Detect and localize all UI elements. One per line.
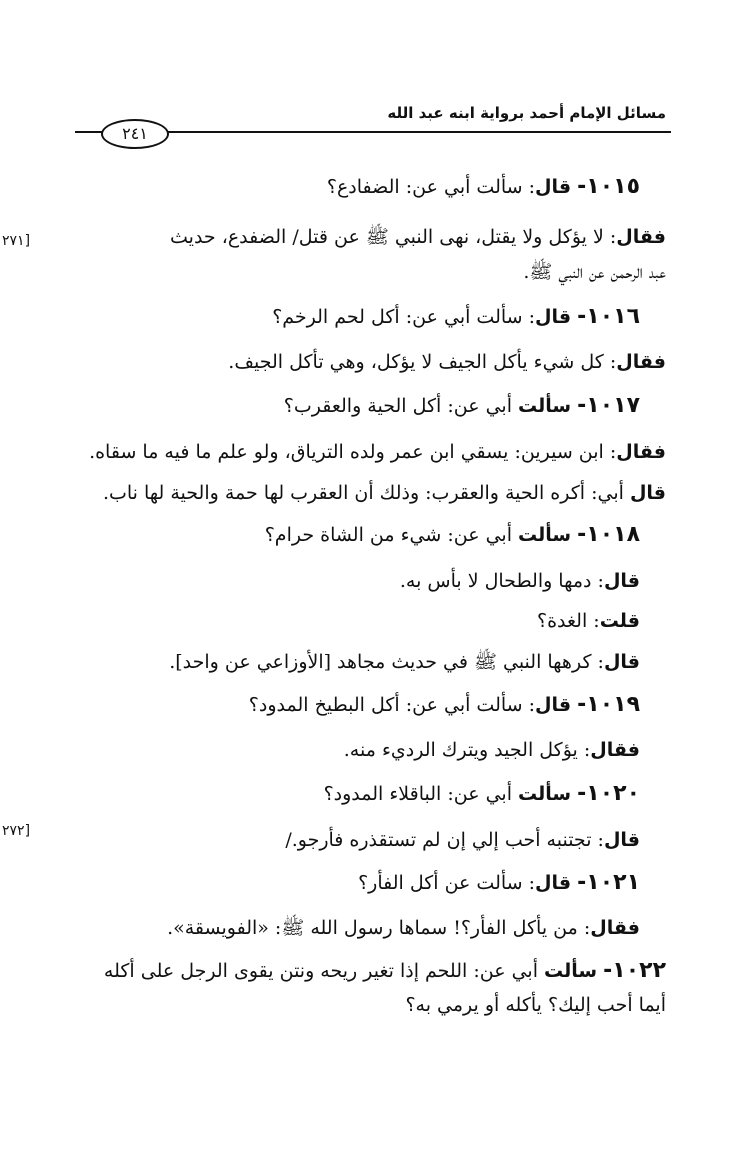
entry-text: أبي عن: أكل الحية والعقرب؟	[283, 395, 519, 417]
running-title: مسائل الإمام أحمد برواية ابنه عبد الله	[387, 104, 666, 122]
speaker-label: قال	[535, 872, 572, 894]
entry-1015: ١٠١٥- قال: سألت أبي عن: الضفادع؟	[326, 174, 640, 199]
answer-text: : يؤكل الجيد ويترك الرديء منه.	[343, 739, 591, 761]
speaker-label: سألت	[544, 960, 598, 982]
answer-line	[89, 437, 666, 467]
speaker-label: فقال	[616, 226, 666, 248]
answer-text: : تجتنبه أحب إلي إن لم تستقذره فأرجو./	[285, 829, 604, 851]
continuation-text: عبد الرحمن عن النبي ﷺ.	[523, 261, 666, 283]
speaker-label: فقال	[616, 441, 666, 463]
answer-line	[344, 735, 640, 765]
answer-text: : دمها والطحال لا بأس به.	[399, 570, 604, 592]
entry-1019: ١٠١٩- قال: سألت أبي عن: أكل البطيخ المدود؟	[248, 692, 640, 717]
speaker-label: سألت	[518, 524, 572, 546]
speaker-label: قال	[603, 829, 640, 851]
answer-text: : ابن سيرين: يسقي ابن عمر ولده الترياق، ولو علم ما فيه ما سقاه.	[89, 441, 617, 463]
speaker-label: قال	[629, 482, 666, 504]
question-line	[537, 606, 640, 636]
answer-text: : كل شيء يأكل الجيف لا يؤكل، وهي تأكل الجيف.	[228, 351, 617, 373]
speaker-label: قال	[603, 570, 640, 592]
continuation-text: أيما أحب إليك؟ يأكله أو يرمي به؟	[405, 994, 666, 1016]
speaker-label: فقال	[616, 351, 666, 373]
entry-1022: ١٠٢٢- سألت أبي عن: اللحم إذا تغير ريحه ونتن يقوى الرجل على أكله	[103, 958, 666, 983]
answer-line	[400, 566, 640, 596]
answer-text: : لا يؤكل ولا يقتل، نهى النبي ﷺ عن قتل/ الضفدع، حديث	[170, 226, 617, 248]
answer-line	[228, 347, 666, 377]
entry-1017: ١٠١٧- سألت أبي عن: أكل الحية والعقرب؟	[283, 393, 640, 418]
speaker-label: قال	[603, 651, 640, 673]
entry-1020: ١٠٢٠- سألت أبي عن: الباقلاء المدود؟	[323, 781, 640, 806]
entry-1018: ١٠١٨- سألت أبي عن: شيء من الشاة حرام؟	[264, 522, 640, 547]
answer-line	[103, 478, 666, 508]
entry-number: ١٠١٥	[586, 174, 640, 199]
entry-number: ١٠١٦	[586, 304, 640, 329]
answer-text: : كرهها النبي ﷺ في حديث مجاهد [الأوزاعي عن واحد].	[169, 651, 604, 673]
entry-number: ١٠٢٢	[612, 958, 666, 983]
entry-1016: ١٠١٦- قال: سألت أبي عن: أكل لحم الرخم؟	[272, 304, 640, 329]
answer-line	[285, 825, 640, 855]
answer-line	[167, 913, 640, 943]
speaker-label: فقال	[590, 739, 640, 761]
continuation-line	[523, 257, 666, 287]
entry-text: أبي عن: الباقلاء المدود؟	[323, 783, 519, 805]
entry-text: : سألت أبي عن: أكل لحم الرخم؟	[272, 306, 536, 328]
speaker-label: سألت	[518, 783, 572, 805]
answer-line	[170, 222, 666, 252]
marginal-note-272: [٢٧٢	[2, 823, 31, 839]
entry-number: ١٠٢٠	[586, 781, 640, 806]
question-text: : الغدة؟	[537, 610, 600, 632]
entry-text: أبي عن: اللحم إذا تغير ريحه ونتن يقوى الرجل على أكله	[103, 960, 545, 982]
entry-number: ١٠١٨	[586, 522, 640, 547]
entry-number: ١٠٢١	[586, 870, 640, 895]
speaker-label: سألت	[518, 395, 572, 417]
answer-text: أبي: أكره الحية والعقرب: وذلك أن العقرب لها حمة والحية لها ناب.	[102, 482, 630, 504]
entry-1021: ١٠٢١- قال: سألت عن أكل الفأر؟	[358, 870, 640, 895]
marginal-note-271: [٢٧١	[2, 233, 31, 249]
speaker-label: قال	[535, 694, 572, 716]
entry-text: : سألت أبي عن: الضفادع؟	[326, 176, 536, 198]
answer-text: : من يأكل الفأر؟! سماها رسول الله ﷺ: «الفويسقة».	[167, 917, 591, 939]
speaker-label: قلت	[599, 610, 640, 632]
speaker-label: قال	[535, 306, 572, 328]
page-number: ٢٤١	[101, 119, 169, 149]
answer-line	[169, 647, 640, 677]
continuation-line	[405, 990, 666, 1020]
entry-number: ١٠١٧	[586, 393, 640, 418]
entry-number: ١٠١٩	[586, 692, 640, 717]
speaker-label: قال	[535, 176, 572, 198]
entry-text: أبي عن: شيء من الشاة حرام؟	[264, 524, 519, 546]
entry-text: : سألت أبي عن: أكل البطيخ المدود؟	[248, 694, 536, 716]
speaker-label: فقال	[590, 917, 640, 939]
entry-text: : سألت عن أكل الفأر؟	[358, 872, 536, 894]
